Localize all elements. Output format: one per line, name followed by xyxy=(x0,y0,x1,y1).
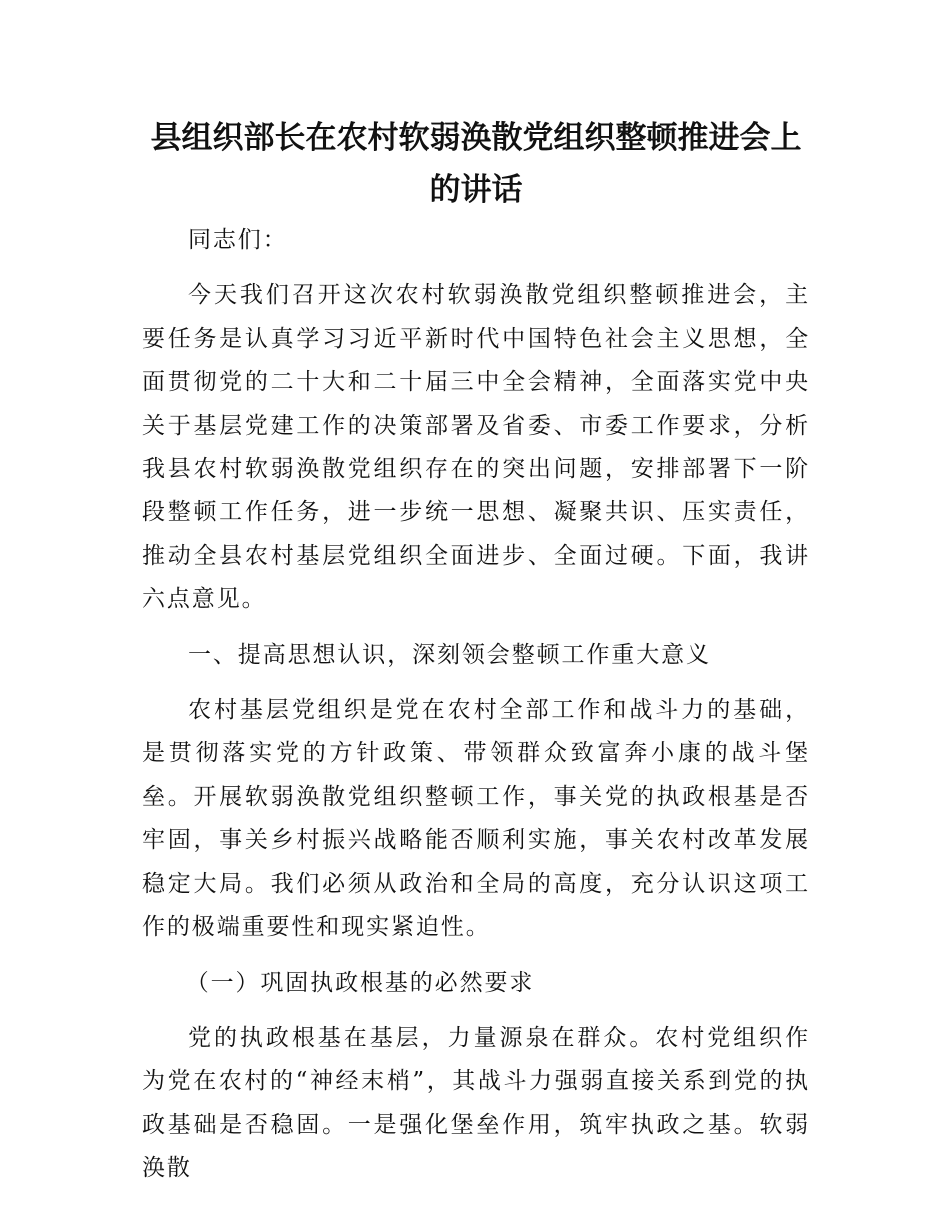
paragraph-significance: 农村基层党组织是党在农村全部工作和战斗力的基础，是贯彻落实党的方针政策、带领群众致富奔小康的战斗堡垒。开展软弱涣散党组织整顿工作，事关党的执政根基是否牢固，事关乡村振兴战略能否顺利实施，事关农村改革发展稳定大局。我们必须从政治和全局的高度，充分认识这项工作的极端重要性和现实紧迫性。 xyxy=(142,697,810,941)
salutation: 同志们： xyxy=(188,227,288,253)
paragraph-intro: 今天我们召开这次农村软弱涣散党组织整顿推进会，主要任务是认真学习习近平新时代中国特色社会主义思想，全面贯彻党的二十大和二十届三中全会精神，全面落实党中央关于基层党建工作的决策部署及省委、市委工作要求，分析我县农村软弱涣散党组织存在的突出问题，安排部署下一阶段整顿工作任务，进一步统一思想、凝聚共识、压实责任，推动全县农村基层党组织全面进步、全面过硬。下面，我讲六点意见。 xyxy=(142,282,810,613)
sub-heading-1: （一）巩固执政根基的必然要求 xyxy=(185,969,535,996)
paragraph-foundation: 党的执政根基在基层，力量源泉在群众。农村党组织作为党在农村的“神经末梢”，其战斗力强弱直接关系到党的执政基础是否稳固。一是强化堡垒作用，筑牢执政之基。软弱涣散 xyxy=(142,1024,810,1182)
document-title: 县组织部长在农村软弱涣散党组织整顿推进会上的讲话 xyxy=(150,120,802,208)
section-heading-1: 一、提高思想认识，深刻领会整顿工作重大意义 xyxy=(188,641,711,668)
document-page xyxy=(142,112,810,1191)
